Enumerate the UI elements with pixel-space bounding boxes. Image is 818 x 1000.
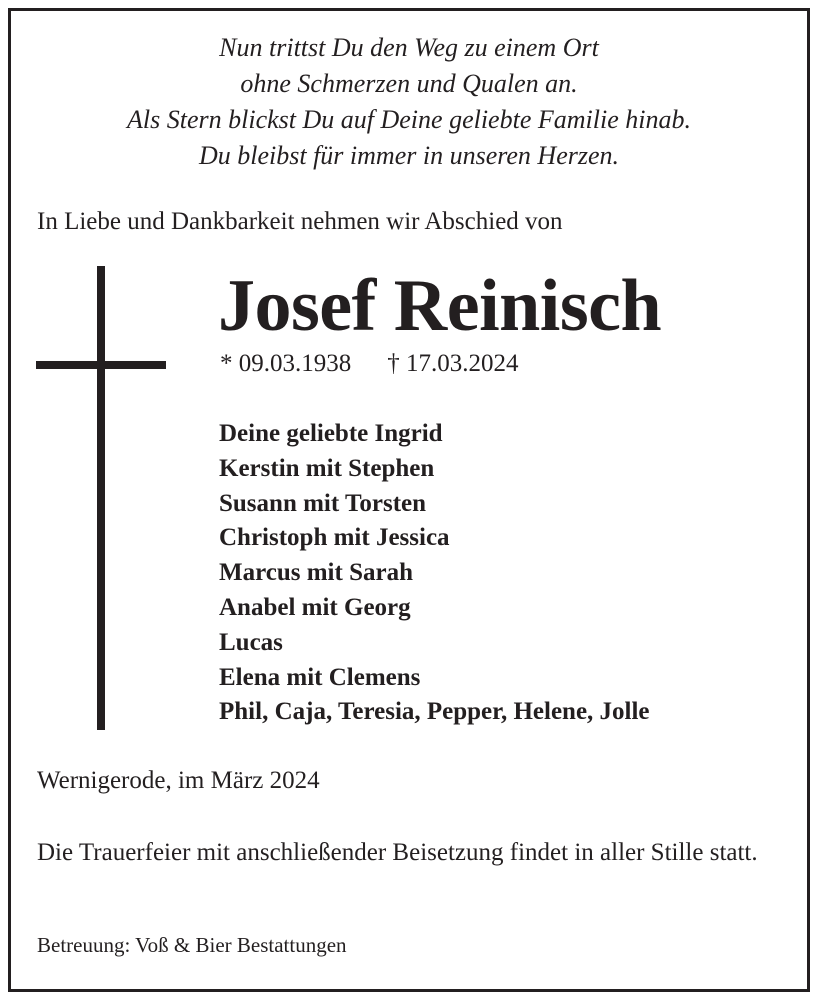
list-item: Lucas [219, 628, 283, 656]
poem-line: ohne Schmerzen und Qualen an. [240, 69, 578, 98]
farewell-intro: In Liebe und Dankbarkeit nehmen wir Abschied von [37, 208, 563, 235]
funeral-home-credit: Betreuung: Voß & Bier Bestattungen [37, 933, 347, 957]
list-item: Deine geliebte Ingrid [219, 420, 443, 447]
list-item: Kerstin mit Stephen [219, 454, 435, 482]
death-date: † 17.03.2024 [387, 350, 519, 377]
list-item: Susann mit Torsten [219, 489, 427, 517]
cross-icon [97, 266, 105, 730]
ceremony-note: Die Trauerfeier mit anschließender Beisetzung findet in aller Stille statt. [37, 839, 758, 866]
poem-line: Du bleibst für immer in unseren Herzen. [198, 141, 620, 170]
list-item: Christoph mit Jessica [219, 524, 450, 552]
memorial-poem [0, 30, 818, 174]
list-item: Anabel mit Georg [219, 593, 411, 621]
deceased-name: Josef Reinisch [218, 265, 662, 347]
mourners-list [219, 417, 650, 730]
birth-date: * 09.03.1938 [220, 350, 352, 377]
poem-line: Nun trittst Du den Weg zu einem Ort [219, 33, 599, 62]
place-and-date: Wernigerode, im März 2024 [37, 767, 320, 794]
list-item: Marcus mit Sarah [219, 559, 413, 587]
cross-icon-bar [36, 361, 166, 369]
poem-line: Als Stern blickst Du auf Deine geliebte Familie hinab. [127, 105, 691, 134]
list-item: Phil, Caja, Teresia, Pepper, Helene, Jolle [219, 698, 650, 726]
list-item: Elena mit Clemens [219, 663, 421, 691]
life-dates [220, 347, 519, 381]
